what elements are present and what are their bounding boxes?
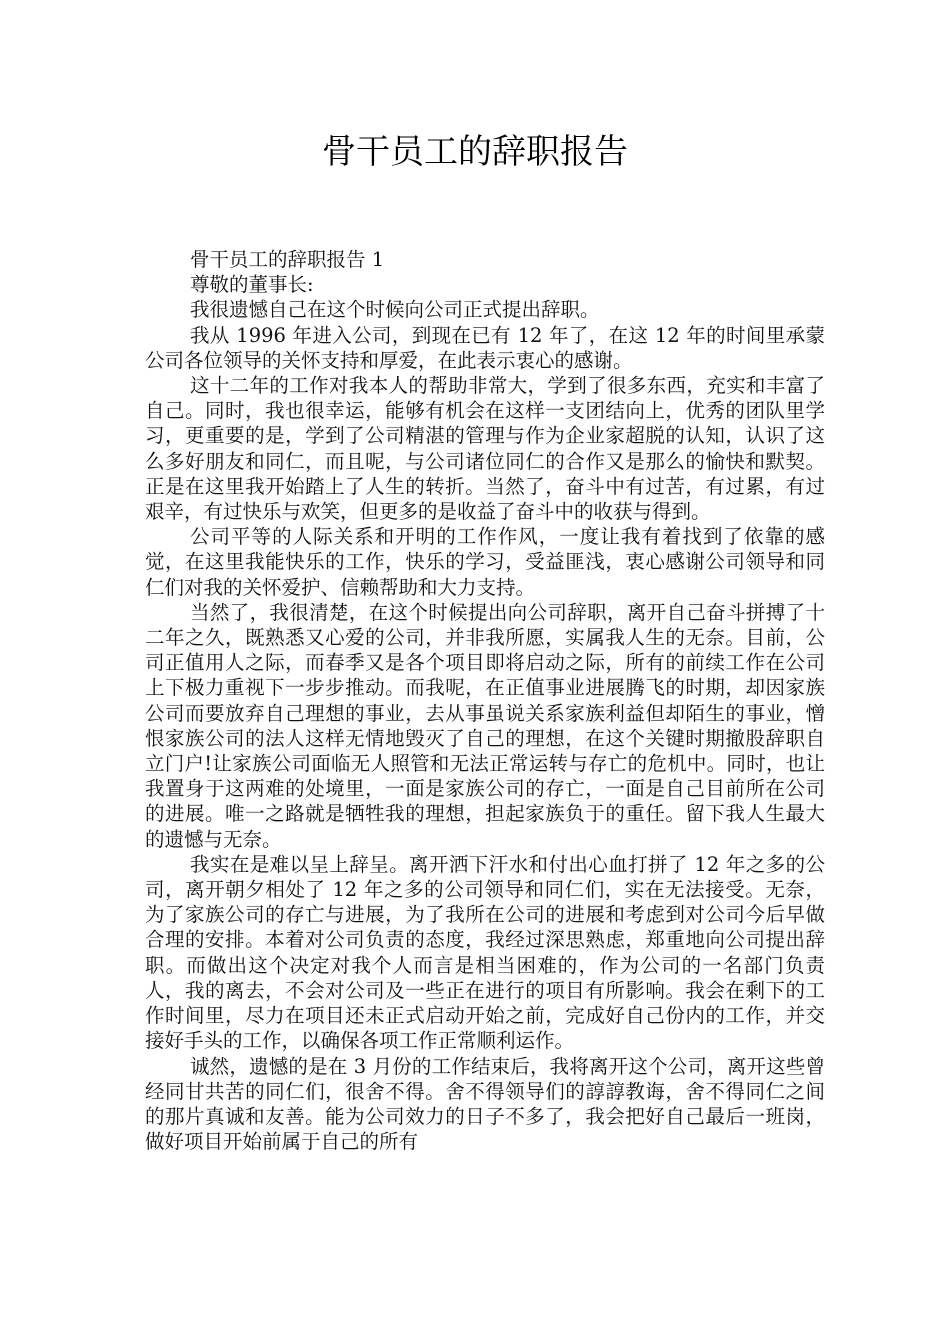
- body-paragraph: 公司平等的人际关系和开明的工作作风，一度让我有着找到了依靠的感觉，在这里我能快乐的工作，快乐的学习，受益匪浅，衷心感谢公司领导和同仁们对我的关怀爱护、信赖帮助和大力支持。: [145, 525, 825, 599]
- document-title: 骨干员工的辞职报告: [322, 132, 628, 172]
- body-paragraph: 我实在是难以呈上辞呈。离开洒下汗水和付出心血打拼了 12 年之多的公司，离开朝夕相处了 12 年之多的公司领导和同仁们，实在无法接受。无奈，为了家族公司的存亡与进展，为了我所在公司的进展和考虑到对公司今后早做合理的安排。本着对公司负责的态度，我经过深思熟虑，郑重地向公司提出辞职。而做出这个决定对我个人而言是相当困难的，作为公司的一名部门负责人，我的离去，不会对公司及一些正在进行的项目有所影响。我会在剩下的工作时间里，尽力在项目还未正式启动开始之前，完成好自己份内的工作，并交接好手头的工作，以确保各项工作正常顺利运作。: [145, 852, 825, 1053]
- body-paragraph: 我从 1996 年进入公司，到现在已有 12 年了，在这 12 年的时间里承蒙公司各位领导的关怀支持和厚爱，在此表示衷心的感谢。: [145, 323, 825, 372]
- body-paragraph: 当然了，我很清楚，在这个时候提出向公司辞职，离开自己奋斗拼搏了十二年之久，既熟悉又心爱的公司，并非我所愿，实属我人生的无奈。目前，公司正值用人之际，而春季又是各个项目即将启动之际，所有的前续工作在公司上下极力重视下一步步推动。而我呢，在正值事业进展腾飞的时期，却因家族公司而要放弃自己理想的事业，去从事虽说关系家族利益但却陌生的事业，憎恨家族公司的法人这样无情地毁灭了自己的理想，在这个关键时期撤股辞职自立门户!让家族公司面临无人照管和无法正常运转与存亡的危机中。同时，也让我置身于这两难的处境里，一面是家族公司的存亡，一面是自己目前所在公司的进展。唯一之路就是牺牲我的理想，担起家族负于的重任。留下我人生最大的遗憾与无奈。: [145, 600, 825, 851]
- body-paragraph: 这十二年的工作对我本人的帮助非常大，学到了很多东西，充实和丰富了自己。同时，我也很幸运，能够有机会在这样一支团结向上，优秀的团队里学习，更重要的是，学到了公司精湛的管理与作为企业家超脱的认知，认识了这么多好朋友和同仁，而且呢，与公司诸位同仁的合作又是那么的愉快和默契。正是在这里我开始踏上了人生的转折。当然了，奋斗中有过苦，有过累，有过艰辛，有过快乐与欢笑，但更多的是收益了奋斗中的收获与得到。: [145, 374, 825, 524]
- document-body: [145, 247, 825, 1154]
- report-subtitle: 骨干员工的辞职报告 1: [190, 248, 385, 271]
- body-paragraph: 我很遗憾自己在这个时候向公司正式提出辞职。: [190, 298, 600, 322]
- salutation: 尊敬的董事长:: [190, 273, 314, 297]
- body-paragraph: 诚然，遗憾的是在 3 月份的工作结束后，我将离开这个公司，离开这些曾经同甘共苦的同仁们，很舍不得。舍不得领导们的諄諄教诲，舍不得同仁之间的那片真诚和友善。能为公司效力的日子不多了，我会把好自己最后一班岗，做好项目开始前属于自己的所有: [145, 1054, 825, 1154]
